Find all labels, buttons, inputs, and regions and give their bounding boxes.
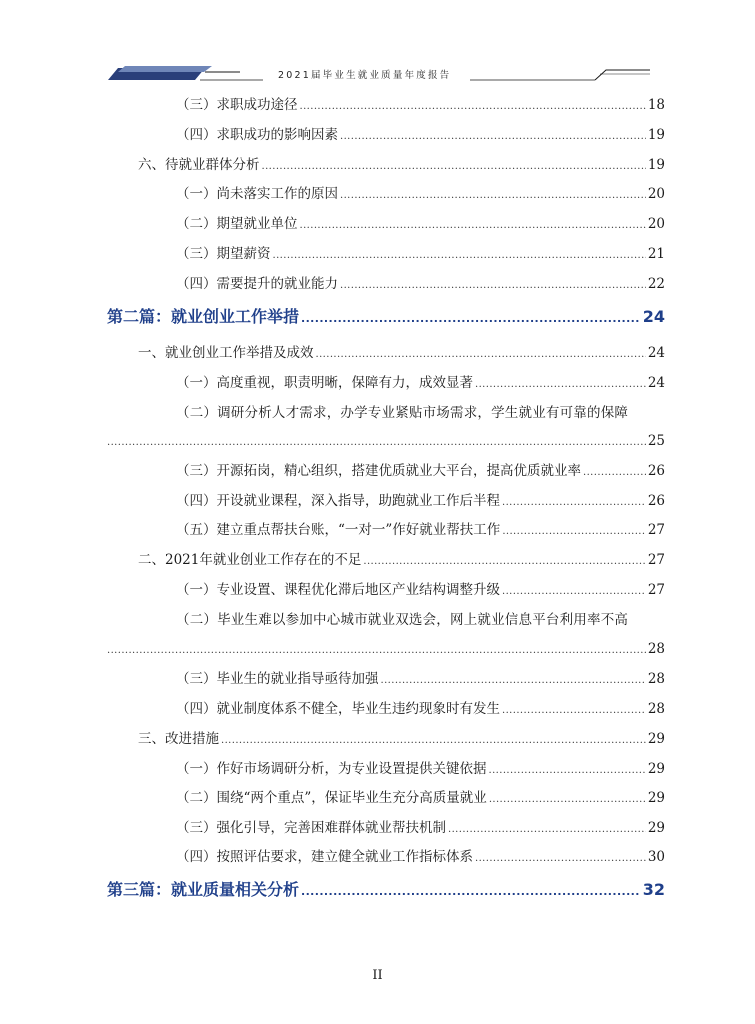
toc-entry-page: 19 [647, 127, 665, 143]
leader-dots [502, 523, 646, 541]
toc-entry[interactable] [176, 760, 665, 780]
leader-dots [262, 158, 646, 176]
toc-entry-label: （三）强化引导，完善困难群体就业帮扶机制 [176, 820, 446, 836]
leader-dots [489, 762, 646, 780]
toc-entry-label: （四）需要提升的就业能力 [176, 276, 338, 292]
toc-entry-wrapped[interactable] [176, 611, 628, 629]
toc-entry-page: 26 [647, 493, 665, 509]
toc-chapter[interactable] [107, 881, 665, 901]
toc-entry[interactable] [176, 215, 665, 235]
toc-entry-label: 六、待就业群体分析 [138, 157, 260, 173]
leader-dots [502, 702, 646, 720]
leader-dots [448, 821, 646, 839]
leader-dots [316, 346, 646, 364]
toc-entry-wrapped[interactable] [176, 404, 628, 422]
toc-entry[interactable] [138, 156, 665, 176]
leader-dots [475, 850, 646, 868]
toc-entry-label: （四）开设就业课程，深入指导，助跑就业工作后半程 [176, 493, 500, 509]
toc-entry-page: 18 [647, 97, 665, 113]
toc-entry-label: （三）开源拓岗，精心组织，搭建优质就业大平台，提高优质就业率 [176, 463, 581, 479]
toc-entry[interactable] [176, 789, 665, 809]
toc-entry[interactable] [176, 848, 665, 868]
toc-entry-page: 28 [647, 671, 665, 687]
toc-entry[interactable] [138, 551, 665, 571]
toc-entry-page: 29 [647, 761, 665, 777]
toc-entry-page: 19 [647, 157, 665, 173]
toc-entry-label: （二）期望就业单位 [176, 216, 298, 232]
toc-entry-label: （四）按照评估要求，建立健全就业工作指标体系 [176, 849, 473, 865]
leader-dots [300, 217, 646, 235]
toc-entry-label: （一）专业设置、课程优化滞后地区产业结构调整升级 [176, 582, 500, 598]
toc-entry-page: 20 [647, 186, 665, 202]
leader-dots [340, 277, 646, 295]
toc-chapter-page: 24 [642, 307, 665, 326]
toc-entry-label: 一、就业创业工作举措及成效 [138, 345, 314, 361]
toc-entry-page: 26 [647, 463, 665, 479]
leader-dots [300, 98, 646, 116]
leader-dots [107, 642, 648, 660]
toc-entry[interactable] [176, 185, 665, 205]
toc-chapter-label: 第二篇：就业创业工作举措 [107, 307, 300, 326]
toc-entry-page: 25 [647, 433, 665, 449]
leader-dots [107, 434, 648, 452]
toc-entry-page: 27 [647, 582, 665, 598]
leader-dots [340, 128, 646, 146]
toc-entry[interactable] [176, 670, 665, 690]
toc-entry[interactable] [138, 730, 665, 750]
leader-dots [363, 553, 645, 571]
leader-dots [221, 732, 646, 750]
toc-entry-label: （五）建立重点帮扶台账，“一对一”作好就业帮扶工作 [176, 522, 501, 538]
toc-entry[interactable] [176, 462, 665, 482]
toc-entry-page: 20 [647, 216, 665, 232]
toc-entry-label: （二）调研分析人才需求，办学专业紧贴市场需求，学生就业有可靠的保障 [176, 405, 629, 421]
leader-dots [301, 883, 641, 901]
toc-entry-page: 27 [647, 522, 665, 538]
toc-entry[interactable] [176, 374, 665, 394]
toc-entry-label: （一）作好市场调研分析，为专业设置提供关键依据 [176, 761, 487, 777]
leader-dots [301, 310, 641, 328]
toc-entry-page: 29 [647, 820, 665, 836]
toc-entry-label: （四）求职成功的影响因素 [176, 127, 338, 143]
toc-entry-label: （一）尚未落实工作的原因 [176, 186, 338, 202]
toc-entry[interactable] [176, 521, 665, 541]
page-header [0, 0, 755, 90]
toc-entry-continuation [107, 640, 665, 660]
toc-entry[interactable] [176, 275, 665, 295]
leader-dots [502, 494, 646, 512]
toc-entry[interactable] [176, 819, 665, 839]
toc-entry[interactable] [176, 492, 665, 512]
toc-entry-label: （二）毕业生难以参加中心城市就业双选会，网上就业信息平台利用率不高 [176, 612, 629, 628]
toc-chapter[interactable] [107, 308, 665, 328]
toc-entry[interactable] [176, 96, 665, 116]
page-number: II [372, 968, 383, 983]
toc-entry-page: 21 [647, 246, 665, 262]
header-title: 2021届毕业生就业质量年度报告 [278, 70, 452, 81]
toc-entry-page: 28 [647, 701, 665, 717]
toc-entry-page: 22 [647, 276, 665, 292]
leader-dots [583, 464, 646, 482]
leader-dots [489, 791, 646, 809]
toc-entry-page: 27 [647, 552, 665, 568]
toc-entry-label: 三、改进措施 [138, 731, 219, 747]
toc-entry-page: 30 [647, 849, 665, 865]
toc-entry-page: 29 [647, 731, 665, 747]
leader-dots [340, 187, 646, 205]
toc-entry-page: 24 [647, 345, 665, 361]
toc-chapter-label: 第三篇：就业质量相关分析 [107, 880, 300, 899]
toc-entry-page: 24 [647, 375, 665, 391]
toc-chapter-page: 32 [642, 880, 665, 899]
leader-dots [381, 672, 646, 690]
toc-entry-page: 28 [647, 641, 665, 657]
toc-entry-continuation [107, 432, 665, 452]
toc-entry[interactable] [176, 126, 665, 146]
leader-dots [502, 583, 646, 601]
toc-entry-label: 二、2021年就业创业工作存在的不足 [138, 552, 362, 568]
toc-entry[interactable] [176, 245, 665, 265]
toc-entry-label: （二）围绕“两个重点”，保证毕业生充分高质量就业 [176, 790, 487, 806]
toc-entry-label: （三）期望薪资 [176, 246, 271, 262]
toc-entry-label: （四）就业制度体系不健全，毕业生违约现象时有发生 [176, 701, 500, 717]
toc-entry-label: （三）毕业生的就业指导亟待加强 [176, 671, 379, 687]
toc-entry[interactable] [176, 581, 665, 601]
toc-entry-page: 29 [647, 790, 665, 806]
toc-entry[interactable] [138, 344, 665, 364]
toc-entry[interactable] [176, 700, 665, 720]
leader-dots [475, 376, 646, 394]
toc-entry-label: （三）求职成功途径 [176, 97, 298, 113]
toc-entry-label: （一）高度重视，职责明晰，保障有力，成效显著 [176, 375, 473, 391]
leader-dots [273, 247, 646, 265]
